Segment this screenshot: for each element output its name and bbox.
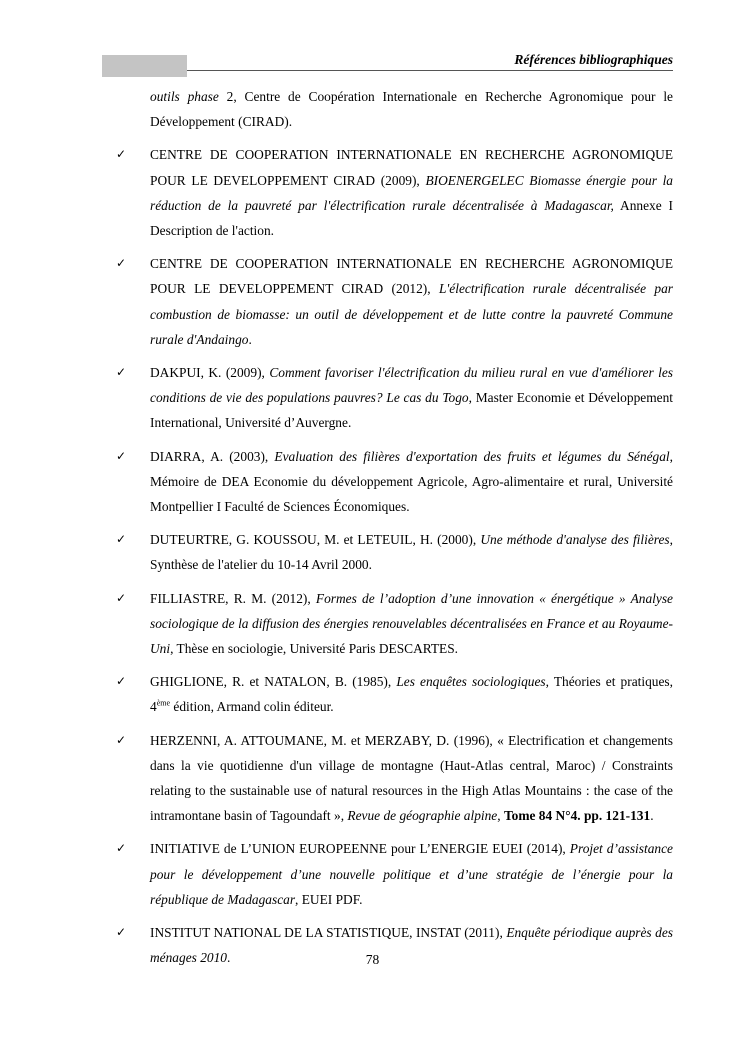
reference-text-segment: CENTRE DE COOPERATION INTERNATIONALE EN RECHERCHE AGRONOMIQUE POUR LE DEVELOPPEMENT CIRAD (2009), — [150, 147, 673, 188]
reference-entry — [116, 142, 674, 243]
reference-text-segment: Projet d’assistance pour le développement d’une nouvelle politique et d’une stratégie de l’énergie pour la république de Madagascar — [150, 841, 673, 907]
reference-text-segment: Annexe I Description de l'action. — [150, 197, 673, 239]
checkmark-bullet-icon: ✓ — [116, 925, 127, 940]
reference-entry — [116, 669, 673, 719]
reference-text-segment: GHIGLIONE, R. et NATALON, B. (1985), — [150, 674, 397, 690]
reference-text-segment: ème — [156, 699, 171, 708]
reference-text-segment: 2, Centre de Coopération Internationale en Recherche Agronomique pour le Développement (CIRAD). — [150, 89, 674, 130]
reference-text-segment: DIARRA, A. (2003), — [150, 448, 275, 464]
reference-text-segment: Comment favoriser l'électrification du milieu rural en vue d'améliorer les conditions de vie des populations pauvres? Le cas du Togo — [150, 365, 674, 406]
reference-text-segment: Tome 84 N°4. pp. 121-131 — [503, 808, 651, 824]
reference-text-segment: , EUEI PDF. — [295, 891, 363, 907]
reference-text-segment: Les enquêtes sociologiques — [396, 674, 546, 690]
reference-text-segment: HERZENNI, A. ATTOUMANE, M. et MERZABY, D. (1996), « Electrification et changements dans la vie quotidienne d'un village de montagne (Haut-Atlas central, Maroc) / Constraints relating to the sustainable use of natural resources in the High Atlas Mountains : the case of the intramontane basin of Tagoundaft », — [150, 732, 673, 824]
reference-entry — [116, 360, 674, 436]
checkmark-bullet-icon: ✓ — [116, 365, 127, 380]
reference-text-segment: . — [226, 950, 231, 966]
checkmark-bullet-icon: ✓ — [116, 841, 127, 856]
reference-entry — [116, 251, 673, 352]
reference-text-segment: outils phase — [150, 89, 219, 104]
reference-text-segment: . — [650, 808, 654, 824]
reference-text-segment: L'électrification rurale décentralisée par combustion de biomasse: un outil de développement et de lutte contre la pauvreté Commune rurale d'Andaingo — [150, 281, 673, 347]
reference-text-segment: , Thèse en sociologie, Université Paris DESCARTES. — [170, 641, 459, 657]
reference-text-segment: Enquête périodique auprès des ménages 2010 — [150, 925, 673, 966]
reference-text-segment: FILLIASTRE, R. M. (2012), — [150, 590, 316, 606]
checkmark-bullet-icon: ✓ — [116, 256, 127, 271]
bibliography-list — [116, 84, 674, 979]
reference-entry — [116, 527, 673, 577]
checkmark-bullet-icon: ✓ — [116, 147, 127, 162]
reference-text-segment: BIOENERGELEC Biomasse énergie pour la réduction de la pauvreté par l'électrification rurale décentralisée à Madagascar, — [150, 172, 674, 213]
continued-reference — [150, 84, 673, 134]
header-decoration — [102, 55, 187, 77]
reference-text-segment: CENTRE DE COOPERATION INTERNATIONALE EN RECHERCHE AGRONOMIQUE POUR LE DEVELOPPEMENT CIRAD (2012), — [150, 256, 673, 297]
reference-text-segment: , — [497, 808, 504, 824]
reference-text-segment: Revue de géographie alpine — [347, 808, 498, 824]
page-number: 78 — [365, 952, 380, 967]
reference-text-segment: INITIATIVE de L’UNION EUROPEENNE pour L’ENERGIE EUEI (2014), — [150, 841, 570, 857]
checkmark-bullet-icon: ✓ — [116, 590, 127, 605]
reference-text-segment: Une méthode d'analyse des filières — [480, 532, 670, 548]
reference-text-segment: Formes de l’adoption d’une innovation « énergétique » Analyse sociologique de la diffusion des énergies renouvelables décentralisées en France et au Royaume-Uni — [150, 590, 673, 657]
reference-text-segment: DAKPUI, K. (2009), — [150, 365, 270, 381]
checkmark-bullet-icon: ✓ — [116, 448, 127, 463]
reference-text-segment: , Mémoire de DEA Economie du développement Agricole, Agro-alimentaire et rural, Université Montpellier I Faculté de Sciences Économiques. — [150, 448, 673, 515]
reference-text-segment: DUTEURTRE, G. KOUSSOU, M. et LETEUIL, H. (2000), — [150, 532, 481, 548]
reference-text-segment: édition, Armand colin éditeur. — [170, 699, 334, 715]
reference-text-segment: , Synthèse de l'atelier du 10-14 Avril 2000. — [150, 532, 673, 573]
checkmark-bullet-icon: ✓ — [116, 732, 127, 747]
reference-entry — [116, 836, 673, 912]
checkmark-bullet-icon: ✓ — [116, 532, 127, 547]
reference-entry — [116, 444, 673, 520]
reference-text-segment: , Master Economie et Développement International, Université d’Auvergne. — [150, 390, 673, 431]
running-header-title: Références bibliographiques — [514, 52, 673, 67]
checkmark-bullet-icon: ✓ — [116, 674, 127, 689]
reference-text-segment: , Théories et pratiques, 4 — [150, 674, 673, 715]
reference-entry — [116, 586, 673, 662]
reference-text-segment: INSTITUT NATIONAL DE LA STATISTIQUE, INSTAT (2011), — [150, 925, 507, 941]
reference-text-segment: Evaluation des filières d'exportation des fruits et légumes du Sénégal — [274, 448, 670, 464]
reference-entry — [116, 728, 673, 829]
reference-text-segment: . — [248, 331, 252, 347]
header-rule — [187, 70, 673, 71]
